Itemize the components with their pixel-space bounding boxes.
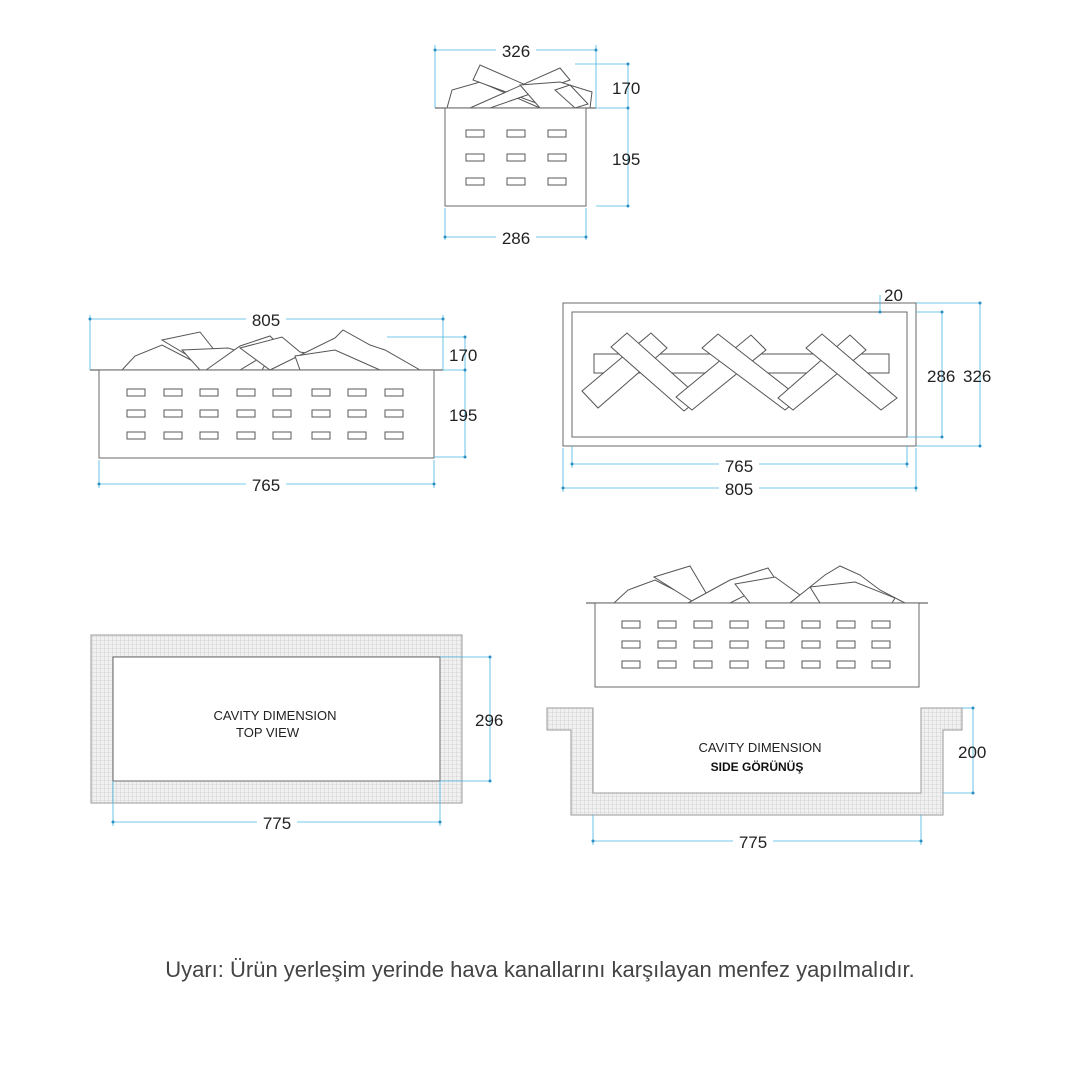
warning-note: Uyarı: Ürün yerleşim yerinde hava kanallarını karşılayan menfez yapılmalıdır. bbox=[165, 957, 915, 982]
large-log-set bbox=[122, 330, 420, 370]
large-firebox-body bbox=[99, 370, 434, 458]
top-view bbox=[562, 286, 992, 500]
large-flame-height-label: 170 bbox=[449, 346, 478, 365]
top-view-outer-width-label: 805 bbox=[724, 480, 754, 499]
front-view-large bbox=[89, 310, 478, 495]
cavity-top-title: CAVITY DIMENSION bbox=[213, 708, 337, 723]
top-view-margin-label: 20 bbox=[884, 286, 903, 305]
small-log-set bbox=[447, 65, 592, 108]
front-view-small bbox=[434, 40, 641, 248]
cavity-top-view bbox=[91, 635, 503, 833]
top-view-inner-width-label: 765 bbox=[724, 457, 754, 476]
cavity-side-height-label: 200 bbox=[958, 743, 987, 762]
cavity-side-subtitle: SIDE GÖRÜNÜŞ bbox=[710, 760, 804, 774]
cavity-side-view bbox=[547, 566, 986, 852]
cavity-top-subtitle: TOP VIEW bbox=[236, 725, 300, 740]
cavity-top-width-label: 775 bbox=[262, 814, 292, 833]
large-body-height-label: 195 bbox=[449, 406, 478, 425]
top-view-outer-depth-label: 326 bbox=[963, 367, 992, 386]
small-flame-height-label: 170 bbox=[612, 79, 641, 98]
cavity-side-title: CAVITY DIMENSION bbox=[698, 740, 822, 755]
cavity-side-dimension-lines bbox=[592, 707, 975, 846]
small-body-height-label: 195 bbox=[612, 150, 641, 169]
small-body-width-label: 286 bbox=[501, 229, 531, 248]
small-top-width-label: 326 bbox=[501, 42, 531, 61]
large-top-width-label: 805 bbox=[251, 311, 281, 330]
top-view-inner-depth-label: 286 bbox=[927, 367, 956, 386]
cavity-top-depth-label: 296 bbox=[475, 711, 504, 730]
side-log-set bbox=[614, 566, 905, 603]
side-firebox-body bbox=[595, 603, 919, 687]
large-body-width-label: 765 bbox=[251, 476, 281, 495]
cavity-side-width-label: 775 bbox=[738, 833, 768, 852]
